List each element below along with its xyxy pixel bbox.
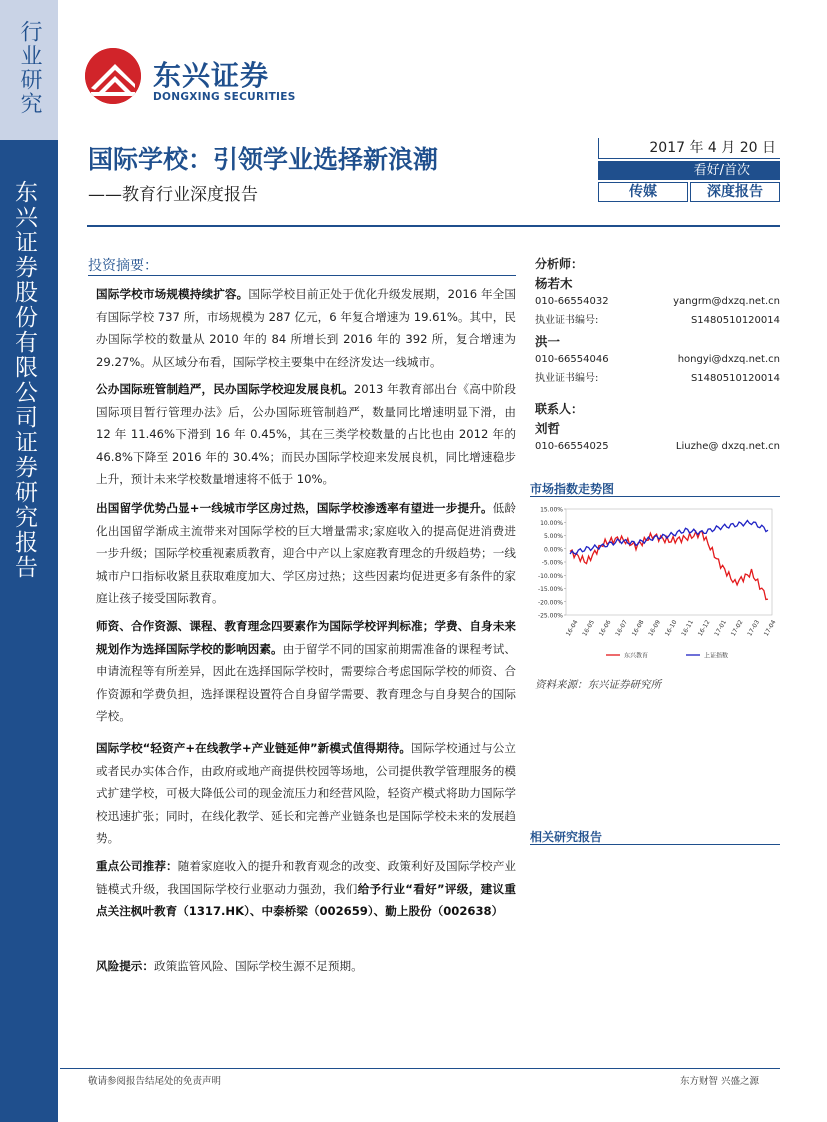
y-tick-label: -15.00% bbox=[537, 586, 563, 593]
legend-label: 东兴教育 bbox=[624, 652, 649, 660]
rating-badge: 看好/首次 bbox=[598, 161, 780, 180]
analyst-contact-row bbox=[535, 292, 780, 311]
x-tick-label: 16-09 bbox=[647, 618, 663, 638]
report-type-tag: 深度报告 bbox=[690, 182, 780, 202]
y-tick-label: 0.00% bbox=[543, 546, 563, 554]
analyst-panel bbox=[535, 255, 780, 456]
paragraph-body: 政策监管风险、国际学校生源不足预期。 bbox=[153, 959, 363, 973]
chart-source: 资料来源：东兴证券研究所 bbox=[535, 679, 661, 691]
market-index-chart bbox=[530, 503, 780, 671]
report-title: 国际学校：引领学业选择新浪潮 bbox=[88, 145, 439, 174]
sidebar-top-label: 行业研究 bbox=[17, 20, 42, 116]
logo-text-cn: 东兴证券 bbox=[153, 59, 270, 92]
paragraph-body: 2013 年教育部出台《高中阶段国际项目暂行管理办法》后，公办国际班管制趋严，数量同比增速明显下滑，由 12 年 11.46%下滑到 16 年 0.45%，其在三类学校数量的占比也由 2012 年的 46.8%下降至 2016 年的 30.4%；而民办国际学校迎来发展良机，同比增速稳步上升，预计未来学校数量增速将不低于 10%。 bbox=[96, 382, 516, 486]
x-tick-label: 16-11 bbox=[680, 618, 696, 638]
report-tags bbox=[598, 182, 780, 202]
logo-text-en: DONGXING SECURITIES bbox=[153, 91, 296, 103]
plot-area bbox=[566, 509, 772, 615]
paragraph-body: 由于留学不同的国家前期需准备的课程考试、申请流程等有所差异，因此在选择国际学校时，需要综合考虑国际学校的师资、合作资源和学费负担，选择课程设置符合自身留学需要、教育理念与自身契合的国际学校。 bbox=[96, 641, 516, 723]
paragraph-lead: 国际学校市场规模持续扩容。 bbox=[96, 287, 249, 301]
summary-divider bbox=[88, 275, 516, 276]
x-tick-label: 17-01 bbox=[713, 618, 729, 638]
sidebar-bottom-label: 东兴证券股份有限公司证券研究报告 bbox=[11, 180, 37, 580]
paragraph-lead: 公办国际班管制趋严，民办国际学校迎发展良机。 bbox=[96, 382, 354, 396]
legend-label: 上证指数 bbox=[704, 652, 729, 660]
paragraph-body: 国际学校目前正处于优化升级发展期，2016 年全国有国际学校 737 所，市场规模为 287 亿元，6 年复合增速为 19.61%。其中，民办国际学校的数量从 2010 年的 84 所增长到 2016 年的 392 所，复合增速为 29.27%。从区域分布看，国际学校主要集中在经济发达一线城市。 bbox=[96, 287, 516, 369]
x-tick-label: 17-04 bbox=[762, 618, 778, 638]
cert-label: 执业证书编号: bbox=[535, 373, 599, 384]
analyst-cert-row bbox=[535, 369, 780, 388]
contact-name: 刘哲 bbox=[535, 421, 561, 436]
y-tick-label: -10.00% bbox=[537, 572, 563, 580]
logo-mark-icon bbox=[85, 48, 141, 104]
contact-email: Liuzhe@ dxzq.net.cn bbox=[675, 441, 780, 452]
analyst-email: hongyi@dxzq.net.cn bbox=[677, 354, 780, 365]
summary-paragraph-4 bbox=[96, 615, 516, 728]
y-tick-label: -5.00% bbox=[541, 559, 563, 567]
y-tick-label: 5.00% bbox=[543, 533, 563, 540]
summary-heading: 投资摘要： bbox=[88, 258, 158, 274]
x-tick-label: 16-04 bbox=[564, 618, 580, 638]
paragraph-emphasis: 给予行业“看好”评级，建议重点关注枫叶教育（1317.HK）、中泰桥梁（002659）、勤上股份（002638） bbox=[96, 881, 516, 918]
summary-paragraph-3 bbox=[96, 497, 516, 610]
footer-divider bbox=[60, 1068, 780, 1069]
contact-row bbox=[535, 437, 780, 456]
paragraph-body: 国际学校通过与公立或者民办实体合作，由政府或地产商提供校园等场地，公司提供教学管理服务的模式扩建学校，可极大降低公司的现金流压力和经营风险，轻资产模式将助力国际学校迅速扩张；同时，在线化教学、延长和完善产业链条也是国际学校未来的发展趋势。 bbox=[96, 741, 516, 845]
analyst-name: 杨若木 bbox=[535, 276, 573, 291]
paragraph-lead: 国际学校“轻资产+在线教学+产业链延伸”新模式值得期待。 bbox=[96, 741, 412, 755]
x-tick-label: 16-12 bbox=[696, 618, 712, 638]
analyst-phone: 010-66554032 bbox=[535, 296, 609, 307]
x-tick-label: 16-08 bbox=[630, 618, 646, 638]
analyst-contact-row bbox=[535, 350, 780, 369]
series-line-dongxing-education bbox=[570, 531, 768, 599]
cert-number: S1480510120014 bbox=[690, 315, 780, 326]
x-tick-label: 16-07 bbox=[614, 618, 630, 638]
report-meta-box bbox=[598, 138, 780, 202]
cert-label: 执业证书编号: bbox=[535, 315, 599, 326]
paragraph-body: 随着家庭收入的提升和教育观念的改变、政策利好及国际学校产业链模式升级，我国国际学校行业驱动力强劲，我们 bbox=[96, 859, 516, 896]
sidebar-bottom bbox=[0, 140, 58, 1122]
report-subtitle: ——教育行业深度报告 bbox=[88, 185, 258, 205]
summary-paragraph-7 bbox=[96, 955, 516, 978]
related-reports-heading: 相关研究报告 bbox=[530, 830, 603, 844]
y-tick-label: 10.00% bbox=[540, 519, 563, 527]
analyst-name: 洪一 bbox=[535, 334, 561, 349]
paragraph-lead: 风险提示： bbox=[96, 959, 154, 973]
report-date: 2017 年 4 月 20 日 bbox=[598, 138, 780, 159]
analyst-cert-row bbox=[535, 311, 780, 330]
x-tick-label: 16-10 bbox=[663, 618, 679, 638]
related-reports-divider bbox=[530, 844, 780, 845]
contact-heading: 联系人： bbox=[535, 402, 584, 416]
company-logo bbox=[85, 48, 315, 110]
analyst-phone: 010-66554046 bbox=[535, 354, 609, 365]
footer-slogan: 东方财智 兴盛之源 bbox=[680, 1076, 760, 1087]
analyst-heading: 分析师： bbox=[535, 257, 584, 271]
paragraph-lead: 出国留学优势凸显+一线城市学区房过热，国际学校渗透率有望进一步提升。 bbox=[96, 501, 493, 515]
y-tick-label: 15.00% bbox=[540, 506, 563, 514]
sidebar-top bbox=[0, 0, 58, 140]
paragraph-body: 低龄化出国留学渐成主流带来对国际学校的巨大增量需求;家庭收入的提高促进消费进一步升级；国际学校重视素质教育，迎合中产以上家庭教育理念的升级趋势；一线城市户口指标收紧且获取难度加大、学区房过热；这些因素均促进更多有条件的家庭让孩子接受国际教育。 bbox=[96, 501, 516, 605]
summary-paragraph-5 bbox=[96, 737, 516, 850]
x-tick-label: 17-03 bbox=[746, 618, 762, 638]
y-tick-label: -25.00% bbox=[537, 612, 563, 620]
cert-number: S1480510120014 bbox=[690, 373, 780, 384]
summary-paragraph-1 bbox=[96, 283, 516, 373]
series-line-shanghai-index bbox=[570, 521, 768, 555]
paragraph-lead: 师资、合作资源、课程、教育理念四要素作为国际学校评判标准；学费、自身未来规划作为选择国际学校的影响因素。 bbox=[96, 619, 516, 656]
x-tick-label: 16-06 bbox=[597, 618, 613, 638]
summary-paragraph-2 bbox=[96, 378, 516, 491]
x-tick-label: 17-02 bbox=[729, 618, 745, 638]
chart-title: 市场指数走势图 bbox=[530, 482, 615, 496]
industry-tag: 传媒 bbox=[598, 182, 688, 202]
summary-paragraph-6 bbox=[96, 855, 516, 923]
footer-disclaimer: 敬请参阅报告结尾处的免责声明 bbox=[88, 1076, 222, 1087]
x-tick-label: 16-05 bbox=[581, 618, 597, 638]
paragraph-lead: 重点公司推荐： bbox=[96, 859, 178, 873]
header-divider bbox=[87, 225, 780, 227]
y-tick-label: -20.00% bbox=[537, 599, 563, 607]
analyst-email: yangrm@dxzq.net.cn bbox=[673, 296, 780, 307]
contact-phone: 010-66554025 bbox=[535, 441, 609, 452]
chart-title-divider bbox=[530, 496, 780, 497]
